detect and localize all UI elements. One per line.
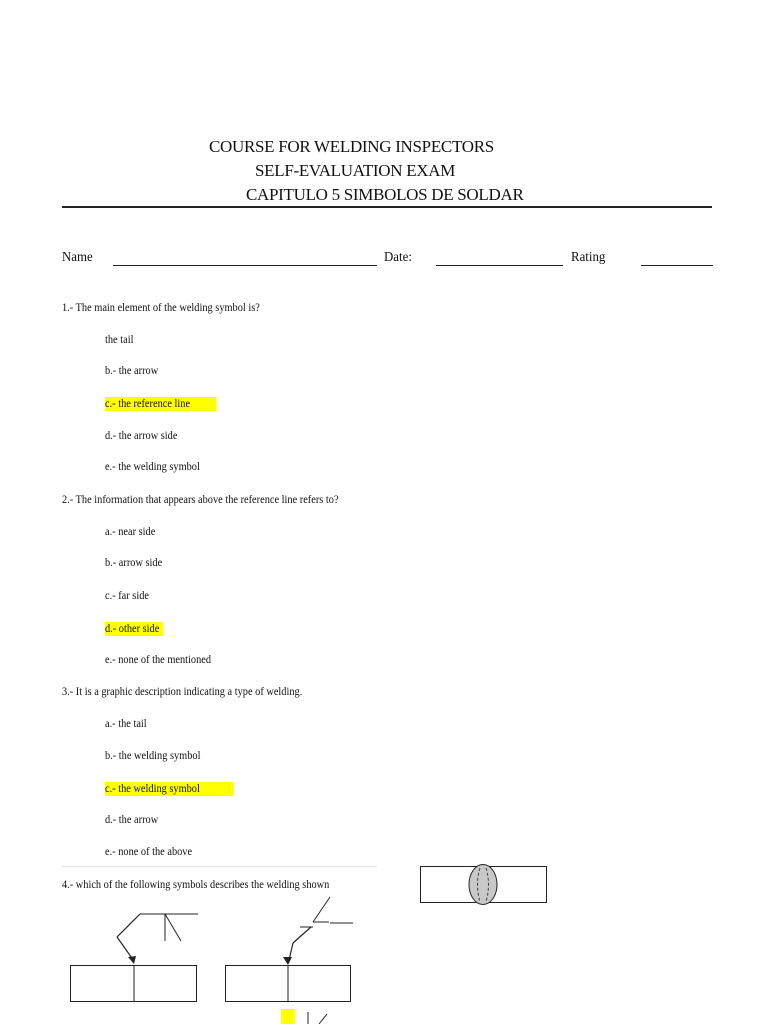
q2-option-d-highlighted[interactable] [105,622,164,636]
q1-option-c-highlighted[interactable] [105,397,217,411]
name-field[interactable] [113,265,377,266]
q3-option-d[interactable]: d.- the arrow [105,814,159,826]
q3-option-b[interactable]: b.- the welding symbol [105,750,201,762]
q2-option-b[interactable]: b.- arrow side [105,557,163,569]
weld-symbol-option-b[interactable] [225,895,360,1007]
question-1-text: 1.- The main element of the welding symbol is? [62,302,260,314]
q3-option-a[interactable]: a.- the tail [105,718,147,730]
weld-joint-illustration [420,862,550,912]
answer-highlight: c.- the reference line [105,397,217,411]
q2-option-c[interactable]: c.- far side [105,590,149,602]
q1-option-b[interactable]: b.- the arrow [105,365,159,377]
answer-highlight: c.- the welding symbol [105,782,234,796]
q1-option-a[interactable]: the tail [105,334,134,346]
exam-title: SELF-EVALUATION EXAM [255,161,456,180]
header-divider [62,206,712,208]
partial-symbol-marks [303,1010,333,1024]
answer-highlight: d.- other side [105,622,164,636]
q3-option-c-highlighted[interactable] [105,782,234,796]
section-separator [62,866,377,867]
q1-option-d[interactable]: d.- the arrow side [105,430,178,442]
partial-highlight [281,1009,295,1024]
q2-option-e[interactable]: e.- none of the mentioned [105,654,212,666]
chapter-title: CAPITULO 5 SIMBOLOS DE SOLDAR [246,185,524,204]
rating-field[interactable] [641,265,713,266]
course-title: COURSE FOR WELDING INSPECTORS [209,137,494,156]
q3-option-e[interactable]: e.- none of the above [105,846,193,858]
question-4-text: 4.- which of the following symbols describes the welding shown [62,879,330,891]
q2-option-a[interactable]: a.- near side [105,526,156,538]
rating-label: Rating [571,250,606,265]
name-label: Name [62,250,93,265]
q1-option-e[interactable]: e.- the welding symbol [105,461,200,473]
weld-symbol-option-a[interactable] [70,912,200,1007]
question-3-text: 3.- It is a graphic description indicating a type of welding. [62,686,303,698]
question-2-text: 2.- The information that appears above the reference line refers to? [62,494,339,506]
date-field[interactable] [436,265,563,266]
date-label: Date: [384,250,412,265]
